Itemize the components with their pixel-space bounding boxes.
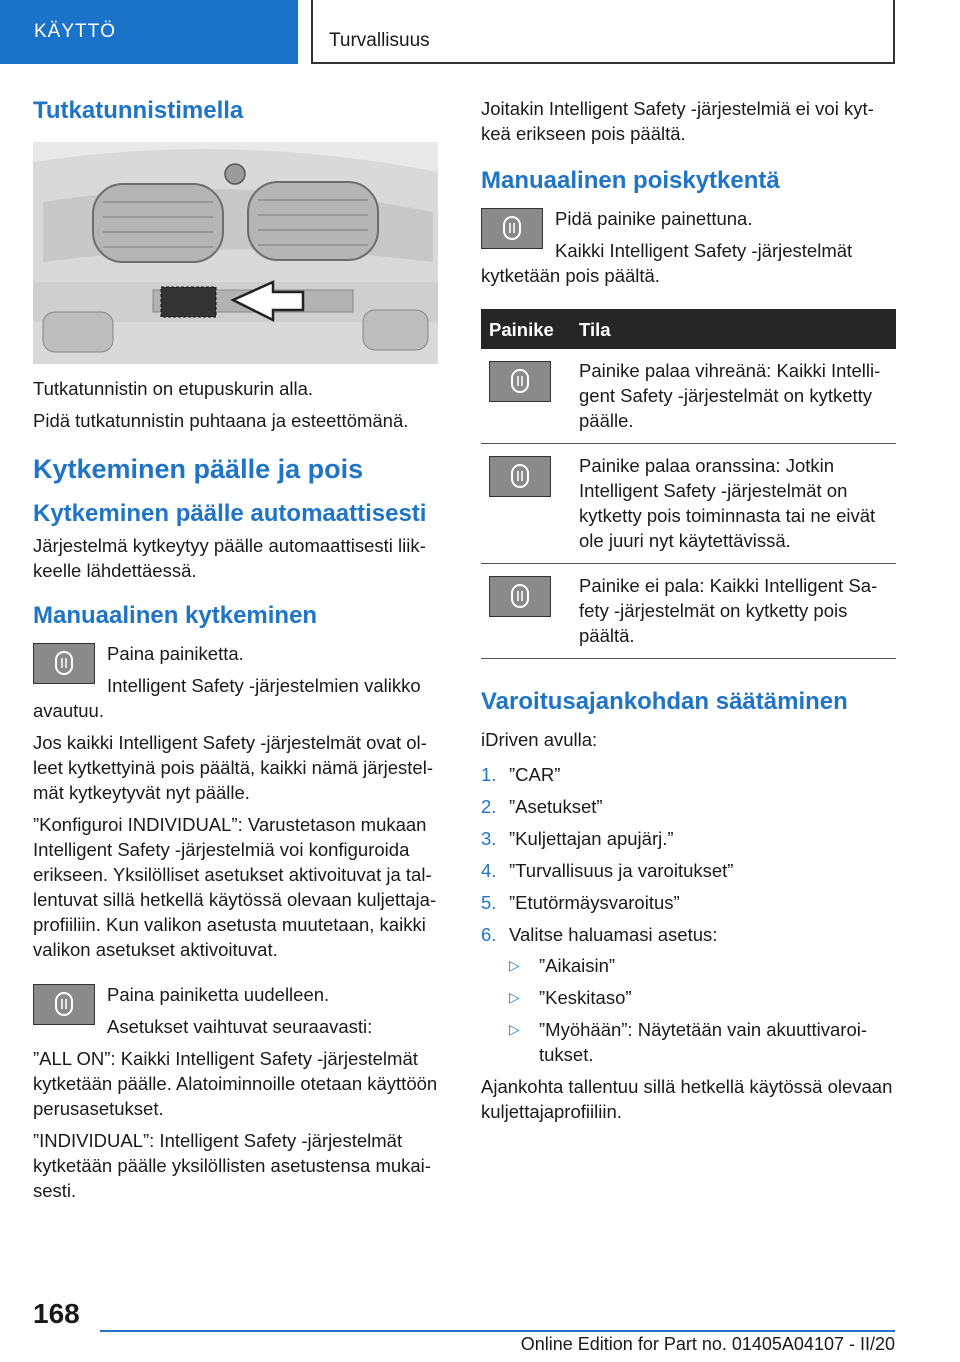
option-text: ”Myöhään”: Näytetään vain akuuttivaroitukset. <box>539 1019 868 1065</box>
list-item <box>481 858 896 883</box>
table-header-row <box>481 309 896 349</box>
step-text: ”Kuljettajan apujärj.” <box>509 828 674 849</box>
intelligent-safety-button-icon <box>489 456 551 497</box>
triangle-bullet-icon: ▷ <box>509 989 520 1005</box>
manual-text-8: ”INDIVIDUAL”: Intelligent Safety -järjestelmät kytketään päälle yksilöllisten asetustensa mukaisesti. <box>33 1130 431 1201</box>
triangle-bullet-icon: ▷ <box>509 957 520 973</box>
table-header-button: Painike <box>481 309 571 349</box>
manual-button-row <box>33 641 448 730</box>
option-item <box>509 953 896 978</box>
list-item <box>481 762 896 787</box>
manual-text-4: ”Konfiguroi INDIVIDUAL”: Varustetason mukaan Intelligent Safety -järjestelmiä voi konfiguroida erikseen. Yksilölliset asetukset aktivoituvat ja tallentuvat sillä hetkellä käytössä olevaan kuljettajaprofiiliin. Kun valikon asetusta muutetaan, kaikki valikon asetukset aktivoituvat. <box>33 814 437 960</box>
button-state-table <box>481 309 896 659</box>
auto-text: Järjestelmä kytkeytyy päälle automaattisesti liikkeelle lähdettäessä. <box>33 535 426 581</box>
step-text: Valitse haluamasi asetus: <box>509 924 718 945</box>
header-chapter-label: Turvallisuus <box>311 0 895 64</box>
step-number: 4. <box>481 860 497 881</box>
manual-text-2: Intelligent Safety -järjestelmien valikko avautuu. <box>33 675 421 721</box>
warn-heading: Varoitusajankohdan säätäminen <box>481 688 848 715</box>
intro-text: Joitakin Intelligent Safety -järjestelmiä ei voi kytkeä erikseen pois päältä. <box>481 98 874 144</box>
car-front-illustration <box>33 142 438 364</box>
steps-list <box>481 762 896 1067</box>
off-text-2: Kaikki Intelligent Safety -järjestelmät kytketään pois päältä. <box>481 240 853 286</box>
warn-intro: iDriven avulla: <box>481 729 598 750</box>
intelligent-safety-button-icon <box>33 984 95 1025</box>
manual-text-5: Paina painiketta uudelleen. <box>107 984 330 1005</box>
step-number: 6. <box>481 924 497 945</box>
step-number: 3. <box>481 828 497 849</box>
auto-heading: Kytkeminen päälle automaattisesti <box>33 500 427 527</box>
list-item <box>481 890 896 915</box>
grille-left <box>93 184 223 262</box>
page-number: 168 <box>33 1298 80 1329</box>
switch-heading: Kytkeminen päälle ja pois <box>33 454 364 484</box>
step-number: 2. <box>481 796 497 817</box>
table-row <box>481 444 896 564</box>
warn-outro: Ajankohta tallentuu sillä hetkellä käytössä olevaan kuljettajaprofiiliin. <box>481 1076 893 1122</box>
right-column <box>481 96 896 1131</box>
options-list <box>509 953 896 1067</box>
list-item <box>481 922 896 1067</box>
manual-button-row-2 <box>33 982 448 1046</box>
radar-text-1: Tutkatunnistin on etupuskurin alla. <box>33 378 314 399</box>
table-cell-state: Painike palaa vihreänä: Kaikki Intelligent Safety -järjestelmät on kytketty päälle. <box>571 349 896 444</box>
manual-text-3: Jos kaikki Intelligent Safety -järjestelmät ovat olleet kytkettyinä pois päältä, kaikki nämä järjestelmät kytkeytyvät nyt päälle. <box>33 732 434 803</box>
table-cell-state: Painike ei pala: Kaikki Intelligent Safety -järjestelmät on kytketty pois päältä. <box>571 564 896 659</box>
step-text: ”Etutörmäysvaroitus” <box>509 892 680 913</box>
off-button-row <box>481 206 896 295</box>
radar-text-2: Pidä tutkatunnistin puhtaana ja esteettömänä. <box>33 410 409 431</box>
grille-right <box>248 182 378 260</box>
manual-heading: Manuaalinen kytkeminen <box>33 602 318 629</box>
off-heading: Manuaalinen poiskytkentä <box>481 167 780 194</box>
step-number: 1. <box>481 764 497 785</box>
triangle-bullet-icon: ▷ <box>509 1021 520 1037</box>
table-header-state: Tila <box>571 309 896 349</box>
footer-edition: Online Edition for Part no. 01405A04107 - II/20 <box>520 1334 895 1354</box>
footer-divider <box>100 1330 895 1332</box>
header-section-label: KÄYTTÖ <box>0 0 298 64</box>
radar-heading: Tutkatunnistimella <box>33 97 244 124</box>
step-text: ”Asetukset” <box>509 796 603 817</box>
list-item <box>481 826 896 851</box>
intelligent-safety-button-icon <box>33 643 95 684</box>
manual-text-6: Asetukset vaihtuvat seuraavasti: <box>107 1016 373 1037</box>
intelligent-safety-button-icon <box>489 361 551 402</box>
intelligent-safety-button-icon <box>481 208 543 249</box>
intelligent-safety-button-icon <box>489 576 551 617</box>
off-text-1: Pidä painike painettuna. <box>555 208 753 229</box>
option-text: ”Aikaisin” <box>539 955 616 976</box>
step-text: ”Turvallisuus ja varoitukset” <box>509 860 734 881</box>
manual-text-1: Paina painiketta. <box>107 643 244 664</box>
left-column <box>33 96 448 1210</box>
list-item <box>481 794 896 819</box>
manual-text-7: ”ALL ON”: Kaikki Intelligent Safety -järjestelmät kytketään päälle. Alatoiminnoille otetaan käyttöön perusasetukset. <box>33 1048 438 1119</box>
table-row <box>481 564 896 659</box>
table-cell-state: Painike palaa oranssina: Jotkin Intelligent Safety -järjestelmät on kytketty pois toiminnasta tai ne eivät ole juuri nyt käytettävissä. <box>571 444 896 564</box>
option-text: ”Keskitaso” <box>539 987 632 1008</box>
step-text: ”CAR” <box>509 764 561 785</box>
option-item <box>509 985 896 1010</box>
option-item <box>509 1017 896 1067</box>
step-number: 5. <box>481 892 497 913</box>
table-row <box>481 349 896 444</box>
